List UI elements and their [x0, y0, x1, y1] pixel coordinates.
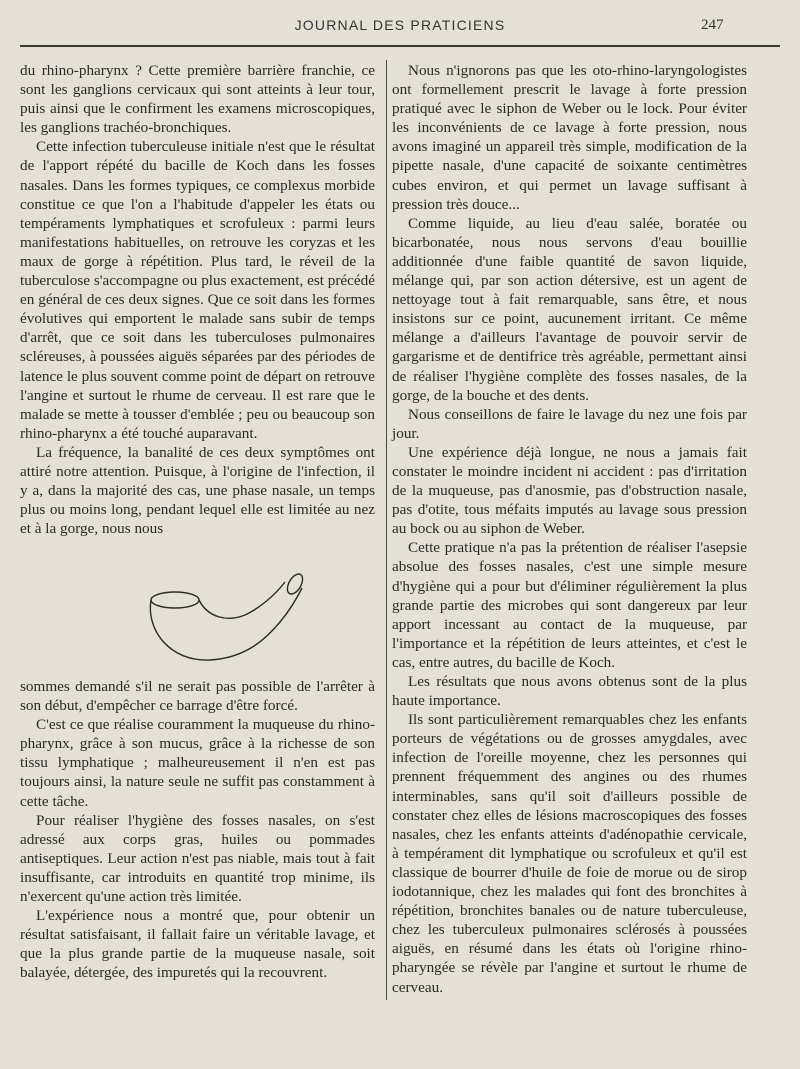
paragraph: La fréquence, la banalité de ces deux symptômes ont attiré notre attention. Puisque, à l'origine de l'infection, il y a, dans la majorité des cas, une phase nasale, un temps plus ou moins long, pendant lequel elle est limitée au nez et à la gorge, nous nous — [20, 443, 375, 538]
paragraph: du rhino-pharynx ? Cette première barrière franchie, ce sont les ganglions cervicaux qui sont atteints à leur tour, puis ainsi que le confirment les examens microscopiques, les ganglions trachéo-bronchiques. — [20, 62, 375, 137]
paragraph: Les résultats que nous avons obtenus sont de la plus haute importance. — [392, 673, 747, 710]
right-column — [392, 61, 747, 997]
header-rule — [20, 45, 780, 47]
left-column-bottom — [20, 677, 375, 983]
journal-title: JOURNAL DES PRATICIENS — [294, 17, 506, 33]
paragraph: Cette infection tuberculeuse initiale n'est que le résultat de l'apport répété du bacille de Koch dans les fosses nasales. Dans les formes typiques, ce complexus morbide constitue ce que l'on a l'habitude d'appeler les états ou tempéraments lymphatiques et scrofuleux : parmi leurs manifestations habituelles, on retrouve les coryzas et les maux de gorge à répétition. Plus tard, le réveil de la tuberculose s'accompagne ou plus exactement, est précédé en général de ces deux signes. Que ce soit dans les formes évolutives qui emportent le malade sans subir de temps d'arrêt, que ce soit dans les tuberculoses pulmonaires scléreuses, à poussées aiguës séparées par des périodes de latence le plus souvent comme point de départ on retrouve l'angine et surtout le rhume de cerveau. Il est rare que le malade se mette à tousser d'emblée ; peu ou beaucoup son rhino-pharynx a été touché auparavant. — [20, 138, 375, 442]
column-divider — [386, 60, 387, 1000]
nasal-pipette-drawing — [40, 560, 360, 670]
paragraph: sommes demandé s'il ne serait pas possible de l'arrêter à son début, d'empêcher ce barrage d'être forcé. — [20, 678, 375, 715]
paragraph: Ils sont particulièrement remarquables chez les enfants porteurs de végétations ou de grosses amygdales, avec infection de l'oreille moyenne, chez les personnes qui prennent fréquemment des angines ou des rhumes interminables, sans qu'il soit d'ailleurs possible de constater chez elles de lésions macroscopiques des fosses nasales, chez les enfants atteints d'adénopathie cervicale, à tempérament dit lymphatique ou scrofuleux et qu'il est classique de bourrer d'huile de foie de morue ou de sirop iodotannique, chez les malades qui font des bronchites à répétition, bronchites banales ou de nature tuberculeuse, chez les tuberculeux pulmonaires sclérosés à poussées aiguës, en résumé dans les états où l'origine rhino-pharyngée se révèle par l'angine et surtout le rhume de cerveau. — [392, 711, 747, 996]
page-number: 247 — [701, 17, 724, 33]
paragraph: Une expérience déjà longue, ne nous a jamais fait constater le moindre incident ni accident : pas d'irritation de la muqueuse, pas d'anosmie, pas d'obstruction nasale, pas d'otite, tous méfaits imputés au lavage sous pression au bock ou au siphon de Weber. — [392, 443, 747, 538]
nasal-pipette-figure — [40, 560, 360, 670]
paragraph: L'expérience nous a montré que, pour obtenir un résultat satisfaisant, il fallait faire un véritable lavage, et que la plus grande partie de la muqueuse nasale, soit balayée, détergée, des impuretés qui la recouvrent. — [20, 907, 375, 982]
paragraph: Comme liquide, au lieu d'eau salée, boratée ou bicarbonatée, nous nous servons d'eau bouillie additionnée d'une faible quantité de savon liquide, mélange qui, par son action détersive, est un agent de nettoyage tout à fait remarquable, sans être, et nous insistons sur ce point, aucunement irritant. Ce même mélange a d'ailleurs l'avantage de pouvoir servir de gargarisme et de dentifrice très agréable, permettant ainsi de réaliser l'hygiène complète des fosses nasales, de la gorge, de la bouche et des dents. — [392, 214, 747, 404]
paragraph: Nous conseillons de faire le lavage du nez une fois par jour. — [392, 405, 747, 442]
paragraph: Pour réaliser l'hygiène des fosses nasales, on s'est adressé aux corps gras, huiles ou pommades antiseptiques. Leur action n'est pas niable, mais tout à fait insuffisante, car introduits en quantité trop minime, ils n'exercent qu'une action très limitée. — [20, 811, 375, 906]
paragraph: C'est ce que réalise couramment la muqueuse du rhino-pharynx, grâce à son mucus, grâce à la richesse de son tissu lymphatique ; malheureusement il n'en est pas toujours ainsi, la nature seule ne suffit pas constamment à cette tâche. — [20, 716, 375, 810]
page-header — [0, 0, 800, 40]
paragraph: Nous n'ignorons pas que les oto-rhino-laryngologistes ont formellement prescrit le lavage à forte pression pratiqué avec le siphon de Weber ou le lock. Pour éviter les inconvénients de ce lavage à forte pression, nous avons imaginé un appareil très simple, modification de la pipette nasale, d'une capacité de soixante centimètres cubes environ, et qui permet un lavage suffisant à pression très douce... — [392, 62, 747, 213]
paragraph: Cette pratique n'a pas la prétention de réaliser l'asepsie absolue des fosses nasales, c'est une simple mesure d'hygiène qui a pour but d'éliminer régulièrement la plus grande partie des microbes qui sont dangereux par leur apport incessant au contact de la muqueuse, par l'importance et la répétition de leurs atteintes, et c'est le cas, entre autres, du bacille de Koch. — [392, 539, 747, 671]
left-column-top — [20, 61, 375, 538]
